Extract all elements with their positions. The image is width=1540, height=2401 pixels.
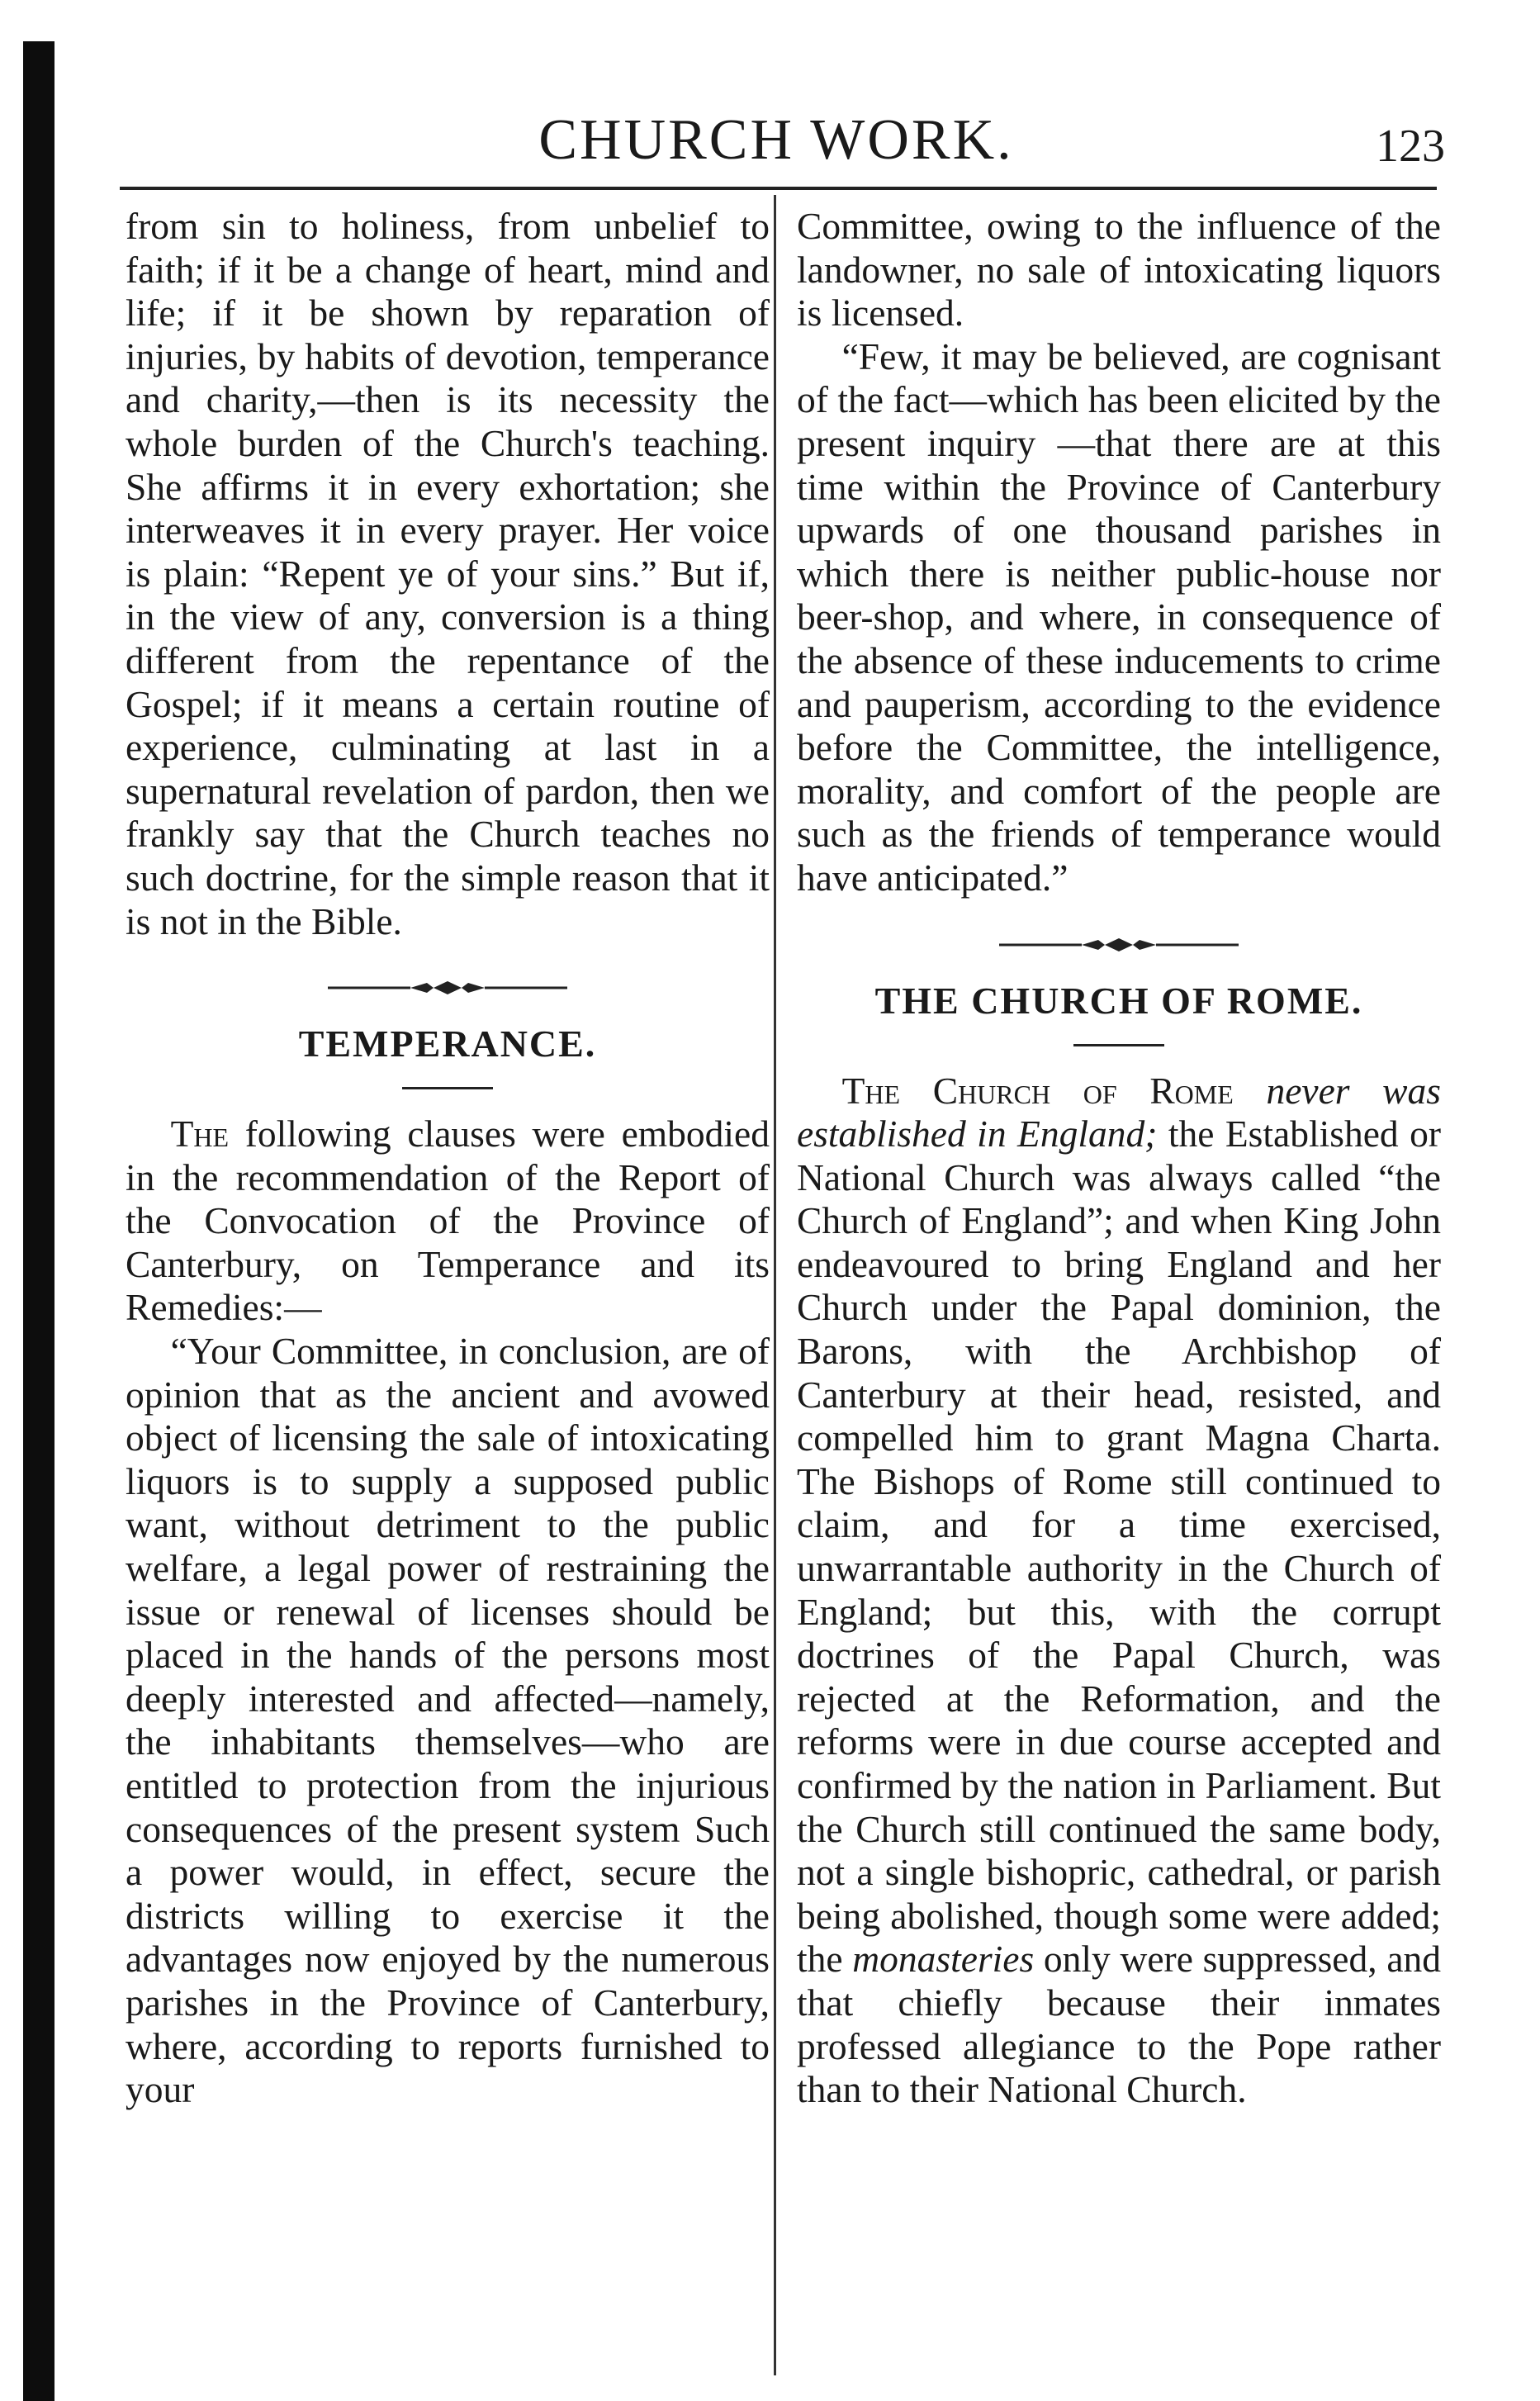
- header-rule: [120, 187, 1437, 190]
- lead-word: The: [170, 1113, 230, 1155]
- temperance-heading: TEMPERANCE.: [298, 1023, 597, 1065]
- right-column: [797, 205, 1441, 2112]
- church-of-rome-paragraph: [797, 1070, 1441, 2112]
- body-text: the Established or National Church was always called “the Church of England”; and when King John endeavoured to bring England and her Church under the Papal dominion, the Barons, with the Archbishop of Canterbury at their head, resisted, and compelled him to grant Magna Charta. The Bishops of Rome still continued to claim, and for a time exercised, unwarrantable authority in the Church of England; but this, with the corrupt doctrines of the Papal Church, was rejected at the Reformation, and the reforms were in due course accepted and confirmed by the nation in Parliament. But the Church still continued the same body, not a single bishopric, cathedral, or parish being abolished, though some were added; the: [797, 1113, 1441, 1981]
- page-header: [107, 99, 1445, 190]
- body-text-end: only were suppressed, and that chiefly because their inmates professed allegiance to the Pope rather than to their National Church.: [797, 1938, 1442, 2111]
- running-title: CHURCH WORK.: [538, 108, 1014, 172]
- section-ornament: [126, 963, 770, 1013]
- heading-rule: [1073, 1044, 1164, 1046]
- conversion-paragraph: from sin to holiness, from unbelief to faith; if it be a change of heart, mind and life; if it be shown by reparation of injuries, by habits of devotion, temperance and charity,—then is its necessity the whole burden of the Church's teaching. She affirms it in every exhortation; she interweaves it in every prayer. Her voice is plain: “Repent ye of your sins.” But if, in the view of any, conversion is a thing different from the repentance of the Gospel; if it means a certain routine of experience, culminating at last in a supernatural revelation of pardon, then we frankly say that the Church teaches no such doctrine, for the simple reason that it is not in the Bible.: [126, 205, 770, 942]
- church-of-rome-heading: THE CHURCH OF ROME.: [874, 979, 1363, 1022]
- left-column: [126, 205, 770, 2112]
- binding-edge: [23, 41, 54, 2401]
- italic-phrase: never was established in England;: [797, 1069, 1441, 1155]
- heading-rule: [402, 1087, 493, 1089]
- lead-phrase: The Church of Rome: [841, 1069, 1234, 1112]
- page-number: 123: [1376, 121, 1445, 172]
- column-divider: [774, 195, 776, 2375]
- intro-text: following clauses were embodied in the recommendation of the Report of the Convocation of the Province of Canterbury, on Temperance and its Remedies:—: [126, 1113, 770, 1329]
- temperance-intro-paragraph: [126, 1113, 770, 1330]
- italic-word: monasteries: [852, 1938, 1035, 1981]
- continuation-paragraph: Committee, owing to the influence of the landowner, no sale of intoxicating liquors is licensed.: [797, 205, 1441, 335]
- parishes-quote-paragraph: “Few, it may be believed, are cognisant of the fact—which has been elicited by the present inquiry —that there are at this time within the Province of Canterbury upwards of one thousand parishes in which there is neither public-house nor beer-shop, and where, in consequence of the absence of these inducements to crime and pauperism, according to the evidence before the Committee, the intelligence, morality, and comfort of the people are such as the friends of temperance would have anticipated.”: [797, 335, 1441, 899]
- section-ornament: [797, 920, 1441, 970]
- committee-quote-paragraph: “Your Committee, in conclusion, are of opinion that as the ancient and avowed object of licensing the sale of intoxicating liquors is to supply a supposed public want, without detriment to the public welfare, a legal power of restraining the issue or renewal of licenses should be placed in the hands of the persons most deeply interested and affected—namely, the inhabitants themselves—who are entitled to protection from the injurious consequences of the present system Such a power would, in effect, secure the districts willing to exercise it the advantages now enjoyed by the numerous parishes in the Province of Canterbury, where, according to reports furnished to your: [126, 1330, 770, 2111]
